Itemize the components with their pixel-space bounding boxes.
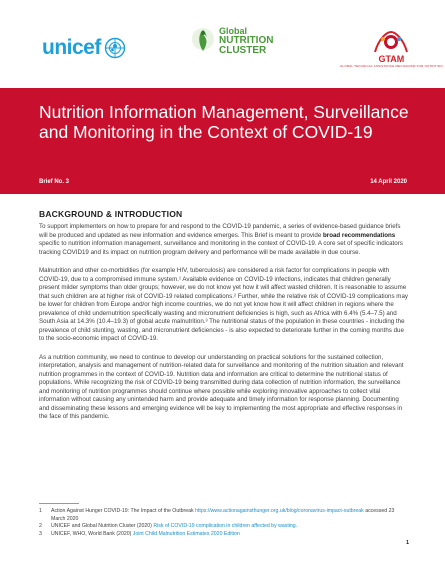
footnote-body: UNICEF, WHO, World Bank (2020) [51, 530, 133, 537]
footnote [39, 523, 409, 531]
footnote-number: 1 [39, 508, 42, 514]
footnote-text [51, 508, 409, 523]
footnote-number: 3 [39, 530, 42, 537]
gtam-tagline: GLOBAL TECHNICAL ASSISTANCE MECHANISM FOR NUTRITION [340, 64, 443, 68]
footnote-text [51, 531, 240, 539]
paragraph-1-bold: broad recommendations [323, 231, 396, 239]
brief-date: 14 April 2020 [370, 179, 407, 185]
gnc-line-cluster: CLUSTER [219, 45, 267, 56]
title-banner [0, 88, 445, 194]
paragraph-2: Malnutrition and other co-morbidities (for example HIV, tuberculosis) are considered a risk factor for complications in people with COVID-19, due to a compromised immune system.¹ Available evidence on COVID-19 infections, indicates that children generally present milder symptoms than older groups; however, we do not know yet how it will affect wasted children. It is reasonable to assume that such children are at higher risk of COVID-19 related complications.² Further, while the relative risk of COVID-19 complications may be lower for children from Europe and/or high income countries, we do not yet know how it will affect children in regions where the prevalence of child undernutrition specifically wasting and micronutrient deficiencies is high, such as Africa with 6.4% (5.4–7.5) and South Asia at 14.3% (10.4–19.3) of global acute malnutrition.³ The nutritional status of the population in these countries - including the prevalence of child stunting, wasting, and micronutrient deficiencies - is also expected to deteriorate further in the coming months due to the socio-economic impact of COVID-19. [39, 267, 408, 342]
section-heading: BACKGROUND & INTRODUCTION [39, 209, 183, 219]
footnote-body: UNICEF and Global Nutrition Cluster (2020) [51, 523, 154, 530]
gtam-logo [340, 28, 443, 68]
gnc-line-nutrition: NUTRITION [219, 35, 274, 46]
unicef-logo [42, 36, 126, 60]
footnotes [39, 508, 409, 538]
brief-number: Brief No. 3 [39, 179, 70, 185]
footnote-divider [39, 503, 79, 504]
footnote [39, 508, 409, 523]
paragraph-1 [39, 223, 409, 257]
global-nutrition-cluster-logo [190, 26, 273, 56]
unicef-emblem-icon [104, 37, 126, 59]
footnote-after: accessed 23 March 2020 [51, 508, 395, 522]
unicef-wordmark: unicef [42, 36, 101, 59]
footnote-link[interactable]: https://www.actionagainsthunger.org.uk/blog/coronavirus-impact-outbreak [195, 508, 364, 514]
document-title: Nutrition Information Management, Surveillance and Monitoring in the Context of COVID-19 [39, 102, 409, 142]
gtam-emblem-icon [371, 28, 411, 56]
gnc-emblem-icon [190, 26, 216, 56]
gtam-wordmark: GTAM [378, 54, 405, 64]
page-number: 1 [405, 540, 409, 546]
footnote-link[interactable]: Risk of COVID-19 complication in children affected by wasting. [153, 523, 298, 530]
header-logos [0, 0, 445, 88]
gnc-wordmark [219, 26, 273, 56]
paragraph-1-part-b: specific to nutrition information management, surveillance and monitoring in the context of COVID-19. A core set of specific indicators tracking COVID19 and its impact on nutrition program delivery and performance will be made available in due course. [39, 240, 403, 256]
footnote-link[interactable]: Joint Child Malnutrition Estimates 2020 Edition [132, 530, 240, 537]
footnote-text [51, 523, 297, 531]
footnote [39, 531, 409, 539]
footnote-body: Action Against Hunger COVID-19: The Impact of the Outbreak [51, 508, 196, 514]
main-content [39, 209, 409, 432]
footnote-number: 2 [39, 523, 42, 530]
gnc-line-global: Global [219, 26, 248, 36]
paragraph-3: As a nutrition community, we need to continue to develop our understanding on practical solutions for the sustained collection, interpretation, analysis and management of nutrition-related data for surveillance and monitoring of the nutrition situation and relevant nutrition programmes in the context of COVID-19. Nutrition data and information are critical to determine the nutritional status of populations. While recognizing the risk of COVID-19 being transmitted during data collection of nutrition information, the surveillance and monitoring of nutrition programmes should continue where possible while exploring innovative approaches to collect vital information without causing any unintended harm and provide adequate and timely information for response planning. Documenting and disseminating these lessons and emerging evidence will be key to implementing the most appropriate and effective responses in the face of this pandemic. [39, 353, 404, 420]
paragraph-1-part-a: To support implementers on how to prepare for and respond to the COVID-19 pandemic, a series of evidence-based guidance briefs will be produced and updated as new information and evidence emerges. This Brief is meant to provide [39, 223, 401, 239]
